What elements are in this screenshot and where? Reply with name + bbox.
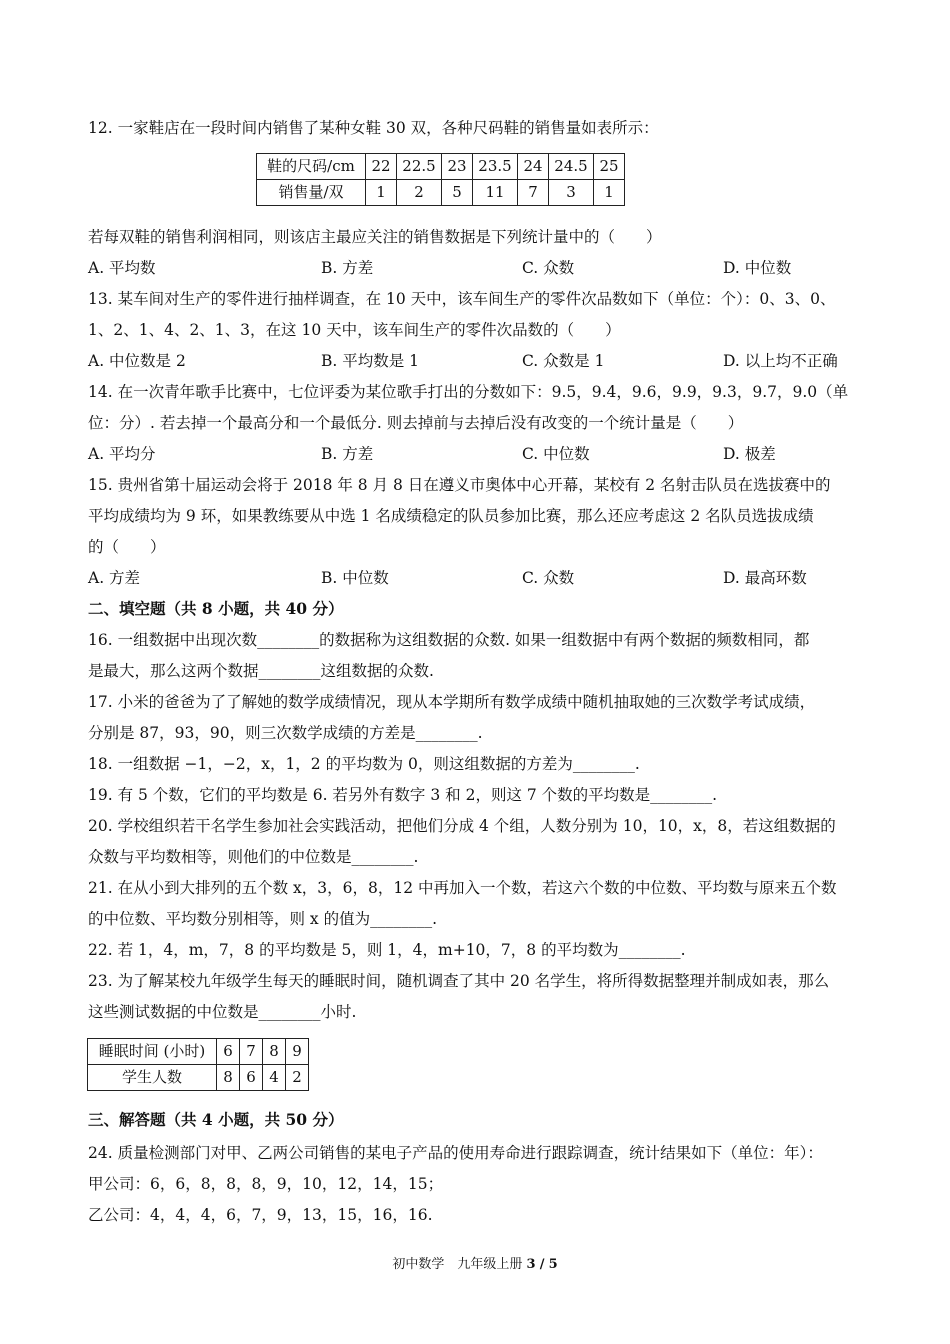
- option-d: D. 以上均不正确: [723, 352, 838, 370]
- option-a: A. 平均分: [88, 445, 156, 463]
- option-a: A. 平均数: [88, 259, 156, 277]
- table-cell: 1: [366, 180, 397, 206]
- table-cell: 11: [473, 180, 518, 206]
- table-row: [257, 180, 625, 206]
- table-cell: 24: [518, 154, 549, 180]
- option-a: A. 方差: [88, 569, 141, 587]
- table-row: [257, 154, 625, 180]
- table-cell: 3: [549, 180, 594, 206]
- table-row: [88, 1065, 309, 1091]
- table-cell: 7: [240, 1039, 263, 1065]
- table-cell: 23.5: [473, 154, 518, 180]
- table-cell: 6: [217, 1039, 240, 1065]
- option-c: C. 众数: [522, 259, 575, 277]
- page-total: 5: [548, 1257, 558, 1272]
- q21-line2: 的中位数、平均数分别相等，则 x 的值为________.: [88, 910, 438, 928]
- option-c: C. 众数: [522, 569, 575, 587]
- q13-line1: 13. 某车间对生产的零件进行抽样调查，在 10 天中，该车间生产的零件次品数如下（单位：个）：0、3、0、: [88, 290, 836, 308]
- table-cell: 23: [442, 154, 473, 180]
- option-b: B. 中位数: [321, 569, 389, 587]
- q17-line2: 分别是 87，93，90，则三次数学成绩的方差是________.: [88, 724, 483, 742]
- option-b: B. 方差: [321, 445, 374, 463]
- q13-line2: 1、2、1、4、2、1、3，在这 10 天中，该车间生产的零件次品数的（ ）: [88, 321, 621, 339]
- q16-line1: 16. 一组数据中出现次数________的数据称为这组数据的众数. 如果一组数据中有两个数据的频数相同，都: [88, 631, 810, 649]
- option-c: C. 众数是 1: [522, 352, 605, 370]
- q17-line1: 17. 小米的爸爸为了了解她的数学成绩情况，现从本学期所有数学成绩中随机抽取她的三次数学考试成绩，: [88, 693, 816, 711]
- page-number: 3: [526, 1257, 536, 1272]
- option-a: A. 中位数是 2: [88, 352, 186, 370]
- table-cell: 9: [286, 1039, 309, 1065]
- section-heading-solve: 三、解答题（共 4 小题，共 50 分）: [88, 1110, 344, 1129]
- table-cell: 5: [442, 180, 473, 206]
- page-footer: [0, 1256, 950, 1274]
- option-d: D. 中位数: [723, 259, 792, 277]
- table-cell: 24.5: [549, 154, 594, 180]
- q16-line2: 是最大，那么这两个数据________这组数据的众数.: [88, 662, 434, 680]
- q20-line1: 20. 学校组织若干名学生参加社会实践活动，把他们分成 4 个组，人数分别为 10，10，x，8，若这组数据的: [88, 817, 836, 835]
- option-d: D. 最高环数: [723, 569, 807, 587]
- footer-subject: 初中数学 九年级上册: [392, 1257, 523, 1272]
- q15-options: [88, 568, 868, 588]
- q12-stem: 12. 一家鞋店在一段时间内销售了某种女鞋 30 双，各种尺码鞋的销售量如表所示：: [88, 119, 659, 137]
- option-c: C. 中位数: [522, 445, 590, 463]
- table-cell: 睡眠时间 (小时): [88, 1039, 217, 1065]
- table-cell: 销售量/双: [257, 180, 366, 206]
- table-cell: 2: [397, 180, 442, 206]
- q15-line3: 的（ ）: [88, 538, 166, 556]
- q19-text: 19. 有 5 个数，它们的平均数是 6. 若另外有数字 3 和 2，则这 7 个数的平均数是________.: [88, 786, 718, 804]
- section-heading-fill-in: 二、填空题（共 8 小题，共 40 分）: [88, 599, 344, 618]
- page-separator: /: [539, 1257, 545, 1272]
- q12-question: 若每双鞋的销售利润相同，则该店主最应关注的销售数据是下列统计量中的（ ）: [88, 228, 662, 246]
- table-cell: 4: [263, 1065, 286, 1091]
- q23-line2: 这些测试数据的中位数是________小时.: [88, 1003, 357, 1021]
- q14-options: [88, 444, 868, 464]
- q15-line2: 平均成绩均为 9 环，如果教练要从中选 1 名成绩稳定的队员参加比赛，那么还应考虑这 2 名队员选拔成绩: [88, 507, 814, 525]
- table-row: [88, 1039, 309, 1065]
- q23-sleep-table: [87, 1038, 309, 1091]
- q22-text: 22. 若 1，4，m，7，8 的平均数是 5，则 1，4，m+10，7，8 的平均数为________.: [88, 941, 686, 959]
- option-b: B. 平均数是 1: [321, 352, 420, 370]
- q24-company-a: 甲公司：6，6，8，8，8，9，10，12，14，15；: [88, 1175, 444, 1193]
- table-cell: 22.5: [397, 154, 442, 180]
- q21-line1: 21. 在从小到大排列的五个数 x，3，6，8，12 中再加入一个数，若这六个数的中位数、平均数与原来五个数: [88, 879, 837, 897]
- q23-line1: 23. 为了解某校九年级学生每天的睡眠时间，随机调查了其中 20 名学生，将所得数据整理并制成如表，那么: [88, 972, 830, 990]
- q24-line1: 24. 质量检测部门对甲、乙两公司销售的某电子产品的使用寿命进行跟踪调查，统计结果如下（单位：年）：: [88, 1144, 823, 1162]
- q14-line1: 14. 在一次青年歌手比赛中，七位评委为某位歌手打出的分数如下：9.5，9.4，9.6，9.9，9.3，9.7，9.0（单: [88, 383, 849, 401]
- table-cell: 鞋的尺码/cm: [257, 154, 366, 180]
- q12-size-sales-table: [256, 153, 625, 206]
- q18-text: 18. 一组数据 −1，−2，x，1，2 的平均数为 0，则这组数据的方差为________.: [88, 755, 640, 773]
- q14-line2: 位：分）. 若去掉一个最高分和一个最低分. 则去掉前与去掉后没有改变的一个统计量是（ ）: [88, 414, 744, 432]
- option-d: D. 极差: [723, 445, 776, 463]
- table-cell: 8: [217, 1065, 240, 1091]
- q15-line1: 15. 贵州省第十届运动会将于 2018 年 8 月 8 日在遵义市奥体中心开幕，某校有 2 名射击队员在选拔赛中的: [88, 476, 831, 494]
- table-cell: 7: [518, 180, 549, 206]
- table-cell: 8: [263, 1039, 286, 1065]
- table-cell: 6: [240, 1065, 263, 1091]
- table-cell: 22: [366, 154, 397, 180]
- q12-options: [88, 258, 868, 278]
- table-cell: 25: [594, 154, 625, 180]
- table-cell: 1: [594, 180, 625, 206]
- table-cell: 2: [286, 1065, 309, 1091]
- q20-line2: 众数与平均数相等，则他们的中位数是________.: [88, 848, 419, 866]
- q24-company-b: 乙公司：4，4，4，6，7，9，13，15，16，16.: [88, 1206, 433, 1224]
- table-cell: 学生人数: [88, 1065, 217, 1091]
- option-b: B. 方差: [321, 259, 374, 277]
- q13-options: [88, 351, 868, 371]
